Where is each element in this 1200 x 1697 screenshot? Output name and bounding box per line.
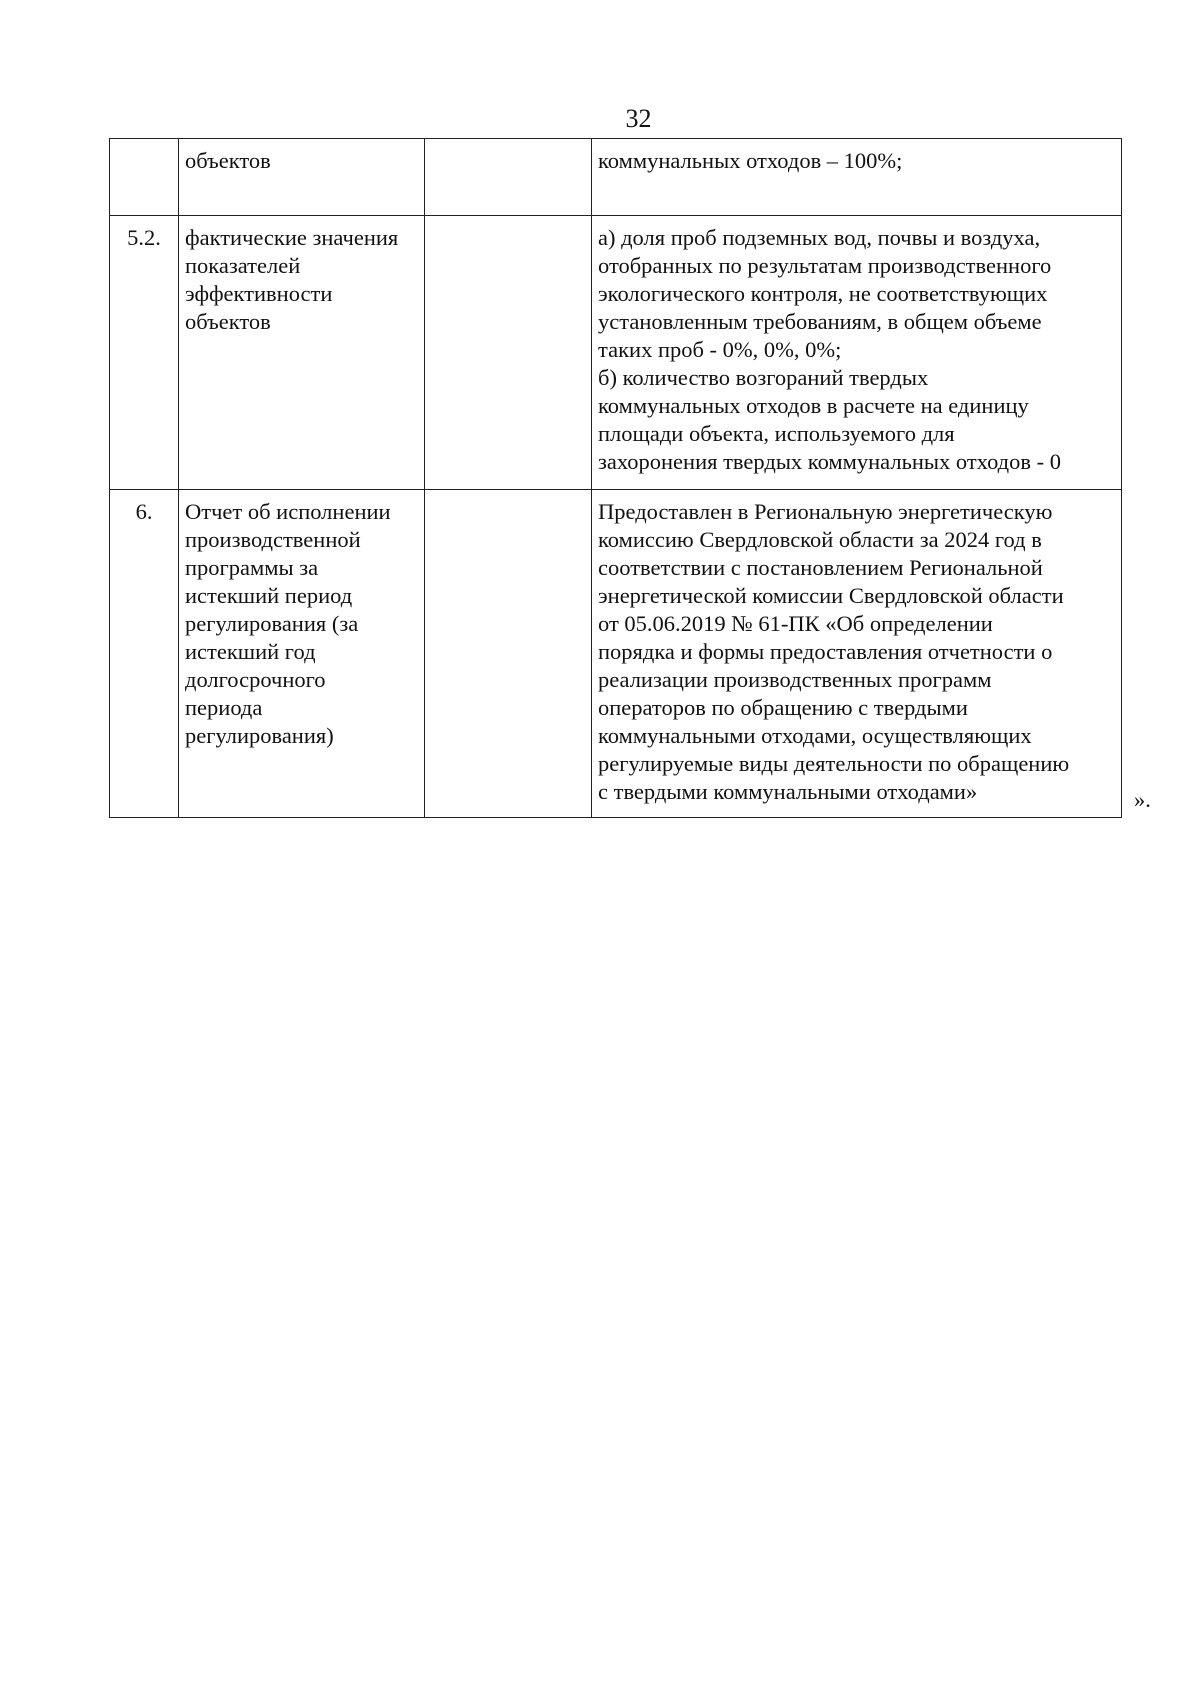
row-number-cell — [110, 139, 179, 216]
row-number-cell: 6. — [110, 490, 179, 818]
row-empty-cell — [425, 139, 592, 216]
table-row — [110, 490, 1122, 818]
row-name-cell: фактические значения показателей эффективности объектов — [179, 216, 425, 490]
row-empty-cell — [425, 490, 592, 818]
row-value-cell: коммунальных отходов – 100%; — [592, 139, 1122, 216]
table-row — [110, 139, 1122, 216]
document-table — [109, 138, 1122, 818]
row-name-cell: объектов — [179, 139, 425, 216]
row-number-cell: 5.2. — [110, 216, 179, 490]
row-empty-cell — [425, 216, 592, 490]
table-row — [110, 216, 1122, 490]
page-number: 32 — [625, 104, 652, 133]
row-name-cell: Отчет об исполнении производственной программы за истекший период регулирования (за истекший год долгосрочного периода регулирования) — [179, 490, 425, 818]
row-value-cell: Предоставлен в Региональную энергетическую комиссию Свердловской области за 2024 год в соответствии с постановлением Региональной энергетической комиссии Свердловской области от 05.06.2019 № 61-ПК «Об определении порядка и формы предоставления отчетности о реализации производственных программ операторов по обращению с твердыми коммунальными отходами, осуществляющих регулируемые виды деятельности по обращению с твердыми коммунальными отходами» — [592, 490, 1122, 818]
row-value-cell: а) доля проб подземных вод, почвы и воздуха, отобранных по результатам производственного экологического контроля, не соответствующих установленным требованиям, в общем объеме таких проб - 0%, 0%, 0%; б) количество возгораний твердых коммунальных отходов в расчете на единицу площади объекта, используемого для захоронения твердых коммунальных отходов - 0 — [592, 216, 1122, 490]
closing-quote-mark: ». — [1134, 787, 1151, 812]
